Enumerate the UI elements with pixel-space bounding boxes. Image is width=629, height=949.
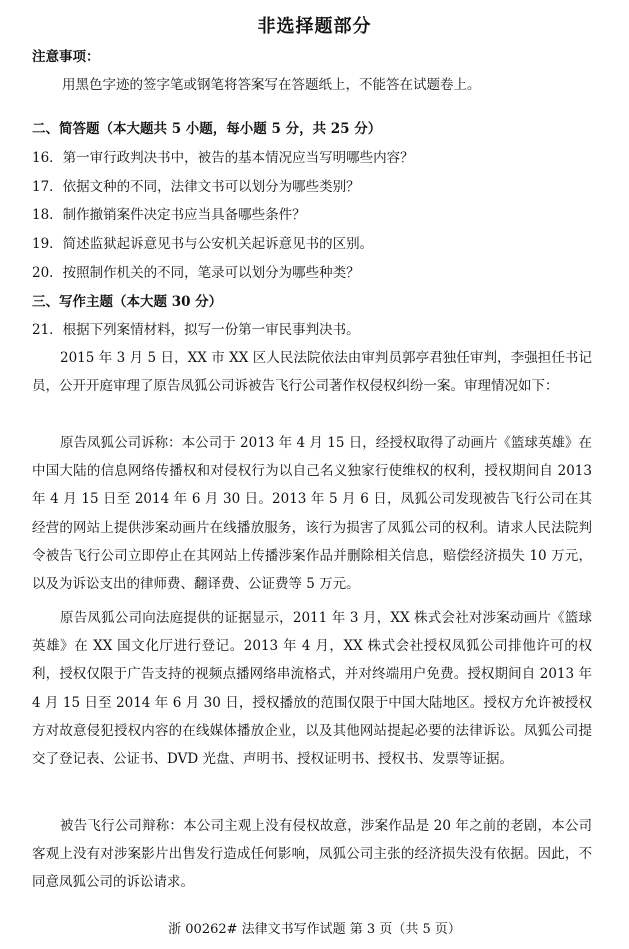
case-paragraph-3: 原告凤狐公司向法庭提供的证据显示，2011 年 3 月，XX 株式会社对涉案动画片《篮球英雄》在 XX 国文化厅进行登记。2013 年 4 月，XX 株式会社授权凤狐公司排他许可的权利，授权仅限于广告支持的视频点播网络串流格式，并对终端用户免费。授权期间自 2013 年 4 月 15 日至 2014 年 6 月 30 日，授权播放的范围仅限于中国大陆地区。授权方允许被授权方对故意侵犯授权内容的在线媒体播放企业，以及其他网站提起必要的法律诉讼。凤狐公司提交了登记表、公证书、DVD 光盘、声明书、授权证明书、授权书、发票等证据。 [32, 610, 592, 768]
case-paragraph-4: 被告飞行公司辩称：本公司主观上没有侵权故意，涉案作品是 20 年之前的老剧，本公司客观上没有对涉案影片出售发行造成任何影响，凤狐公司主张的经济损失没有依据。因此，不同意凤狐公司的诉讼请求。 [32, 818, 592, 891]
section3-heading: 三、写作主题（本大题 30 分） [32, 294, 223, 310]
question-20: 20．按照制作机关的不同，笔录可以划分为哪些种类？ [32, 265, 360, 281]
case-paragraph-1: 2015 年 3 月 5 日，XX 市 XX 区人民法院依法由审判员郭亭君独任审判，李强担任书记员，公开开庭审理了原告凤狐公司诉被告飞行公司著作权侵权纠纷一案。审理情况如下： [32, 350, 592, 395]
question-19: 19．简述监狱起诉意见书与公安机关起诉意见书的区别。 [32, 236, 374, 252]
page-footer: 浙 00262# 法律文书写作试题 第 3 页（共 5 页） [168, 922, 461, 937]
question-17: 17．依据文种的不同，法律文书可以划分为哪些类别？ [32, 179, 360, 195]
question-21: 21．根据下列案情材料，拟写一份第一审民事判决书。 [32, 322, 360, 338]
question-18: 18．制作撤销案件决定书应当具备哪些条件？ [32, 207, 306, 223]
case-paragraph-2: 原告凤狐公司诉称：本公司于 2013 年 4 月 15 日，经授权取得了动画片《篮球英雄》在中国大陆的信息网络传播权和对侵权行为以自己名义独家行使维权的权利，授权期间自 2013 年 4 月 15 日至 2014 年 6 月 30 日。2013 年 5 月 6 日，凤狐公司发现被告飞行公司在其经营的网站上提供涉案动画片在线播放服务，该行为损害了凤狐公司的权利。请求人民法院判令被告飞行公司立即停止在其网站上传播涉案作品并删除相关信息，赔偿经济损失 10 万元，以及为诉讼支出的律师费、翻译费、公证费等 5 万元。 [32, 435, 592, 593]
section2-heading: 二、简答题（本大题共 5 小题，每小题 5 分，共 25 分） [32, 121, 382, 137]
question-16: 16．第一审行政判决书中，被告的基本情况应当写明哪些内容？ [32, 150, 414, 166]
notice-heading: 注意事项： [32, 49, 100, 65]
notice-text: 用黑色字迹的签字笔或钢笔将答案写在答题纸上，不能答在试题卷上。 [62, 77, 481, 93]
page-title: 非选择题部分 [257, 16, 372, 37]
